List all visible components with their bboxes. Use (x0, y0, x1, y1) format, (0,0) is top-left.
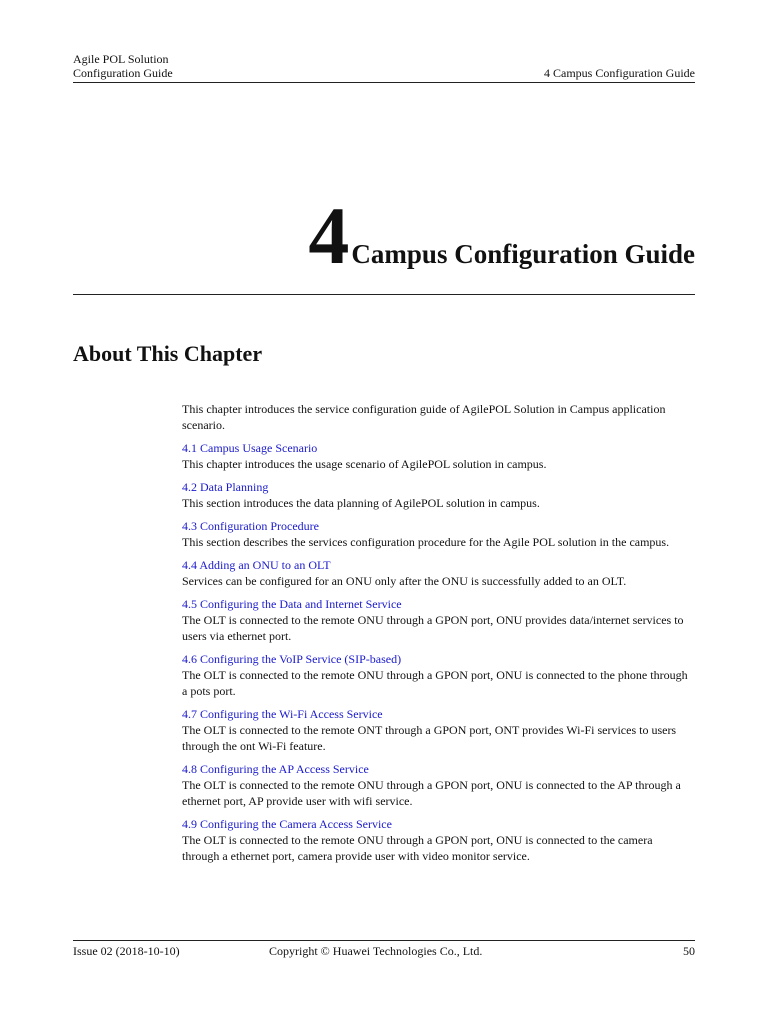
page-footer (73, 940, 695, 958)
toc-item (182, 479, 692, 511)
toc-description: The OLT is connected to the remote ONT through a GPON port, ONT provides Wi-Fi services to users through the ont Wi-Fi feature. (182, 723, 677, 753)
toc-description: This section describes the services configuration procedure for the Agile POL solution in the campus. (182, 535, 670, 549)
toc-description: The OLT is connected to the remote ONU through a GPON port, ONU provides data/internet services to users via ethernet port. (182, 613, 684, 643)
chapter-intro: This chapter introduces the service configuration guide of AgilePOL Solution in Campus application scenario. (182, 402, 666, 432)
toc-description: This section introduces the data planning of AgilePOL solution in campus. (182, 496, 540, 510)
toc-item (182, 557, 692, 589)
toc-item (182, 651, 692, 699)
toc-item (182, 761, 692, 809)
document-title (73, 52, 173, 80)
running-chapter-label: 4 Campus Configuration Guide (544, 66, 695, 80)
page-number: 50 (683, 944, 695, 958)
chapter-title-block (73, 190, 695, 295)
toc-description: Services can be configured for an ONU only after the ONU is successfully added to an OLT. (182, 574, 627, 588)
toc-link-4-9[interactable]: 4.9 Configuring the Camera Access Service (182, 817, 392, 831)
toc-link-4-6[interactable]: 4.6 Configuring the VoIP Service (SIP-based) (182, 652, 402, 666)
toc-link-4-3[interactable]: 4.3 Configuration Procedure (182, 519, 319, 533)
document-title-line2: Configuration Guide (73, 66, 173, 80)
toc-description: The OLT is connected to the remote ONU through a GPON port, ONU is connected to the AP through a ethernet port, AP provide user with wifi service. (182, 778, 681, 808)
issue-info: Issue 02 (2018-10-10) (73, 944, 180, 958)
toc-link-4-2[interactable]: 4.2 Data Planning (182, 480, 269, 494)
toc-description: The OLT is connected to the remote ONU through a GPON port, ONU is connected to the camera through a ethernet port, camera provide user with video monitor service. (182, 833, 653, 863)
toc-item (182, 440, 692, 472)
toc-item (182, 596, 692, 644)
toc-link-4-8[interactable]: 4.8 Configuring the AP Access Service (182, 762, 369, 776)
toc-link-4-1[interactable]: 4.1 Campus Usage Scenario (182, 441, 318, 455)
toc-item (182, 706, 692, 754)
section-heading: About This Chapter (73, 341, 263, 366)
toc-item (182, 518, 692, 550)
toc-description: The OLT is connected to the remote ONU through a GPON port, ONU is connected to the phone through a pots port. (182, 668, 688, 698)
toc-link-4-4[interactable]: 4.4 Adding an ONU to an OLT (182, 558, 331, 572)
toc-link-4-5[interactable]: 4.5 Configuring the Data and Internet Service (182, 597, 402, 611)
chapter-number: 4 (308, 190, 350, 281)
chapter-contents (182, 401, 692, 871)
toc-description: This chapter introduces the usage scenario of AgilePOL solution in campus. (182, 457, 547, 471)
page-header (73, 52, 695, 83)
toc-link-4-7[interactable]: 4.7 Configuring the Wi-Fi Access Service (182, 707, 383, 721)
document-title-line1: Agile POL Solution (73, 52, 169, 66)
chapter-title: Campus Configuration Guide (351, 239, 695, 269)
copyright-notice: Copyright © Huawei Technologies Co., Ltd. (269, 944, 483, 958)
toc-item (182, 816, 692, 864)
